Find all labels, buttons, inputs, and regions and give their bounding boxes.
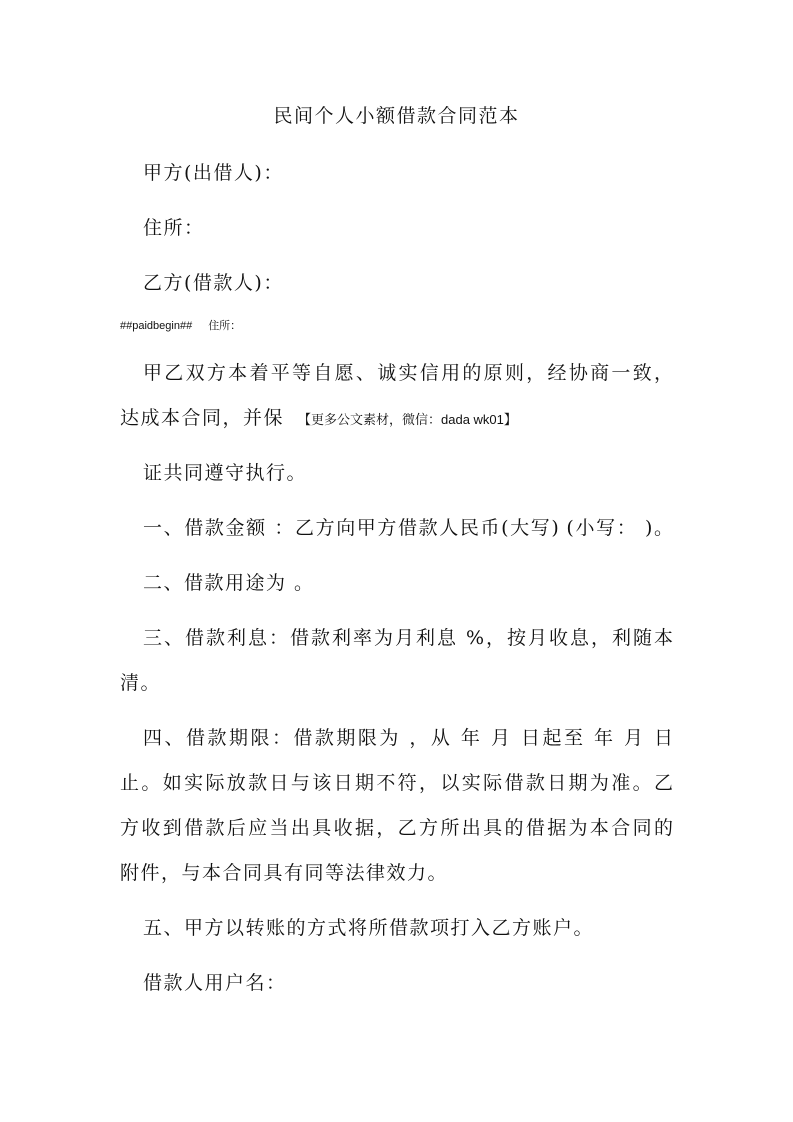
clause-4-line-4: 附件，与本合同具有同等法律效力。	[120, 862, 449, 884]
party-a-address-label: 住所：	[143, 217, 205, 239]
clause-5: 五、甲方以转账的方式将所借款项打入乙方账户。	[143, 917, 595, 939]
party-a-label: 甲方(出借人)：	[143, 162, 284, 184]
clause-1: 一、借款金额 ：乙方向甲方借款人民币(大写) (小写： )。	[143, 517, 673, 539]
clause-4-line-2: 止。如实际放款日与该日期不符，以实际借款日期为准。乙	[120, 772, 673, 794]
page-title: 民间个人小额借款合同范本	[273, 105, 520, 127]
paid-marker-line	[120, 318, 241, 334]
party-b-label: 乙方(借款人)：	[143, 272, 284, 294]
intro-line-2-text: 达成本合同，并保	[120, 407, 285, 429]
clause-4-line-1: 四、借款期限：借款期限为 ，从 年 月 日起至 年 月 日	[143, 727, 673, 749]
clause-2: 二、借款用途为 。	[143, 572, 315, 594]
clause-3-line-2: 清。	[120, 672, 162, 694]
promo-note: 【更多公文素材，微信：dada wk01】	[298, 412, 517, 427]
clause-4-line-3: 方收到借款后应当出具收据，乙方所出具的借据为本合同的	[120, 817, 673, 839]
paid-marker: ##paidbegin##	[120, 320, 193, 332]
intro-line-2	[120, 406, 517, 432]
party-b-address-label: 住所：	[208, 320, 242, 332]
intro-line-3: 证共同遵守执行。	[143, 462, 308, 484]
intro-line-1: 甲乙双方本着平等自愿、诚实信用的原则，经协商一致，	[143, 362, 673, 384]
borrower-account-name-label: 借款人用户名：	[143, 972, 287, 994]
clause-3-line-1: 三、借款利息：借款利率为月利息 %，按月收息，利随本	[143, 627, 673, 649]
